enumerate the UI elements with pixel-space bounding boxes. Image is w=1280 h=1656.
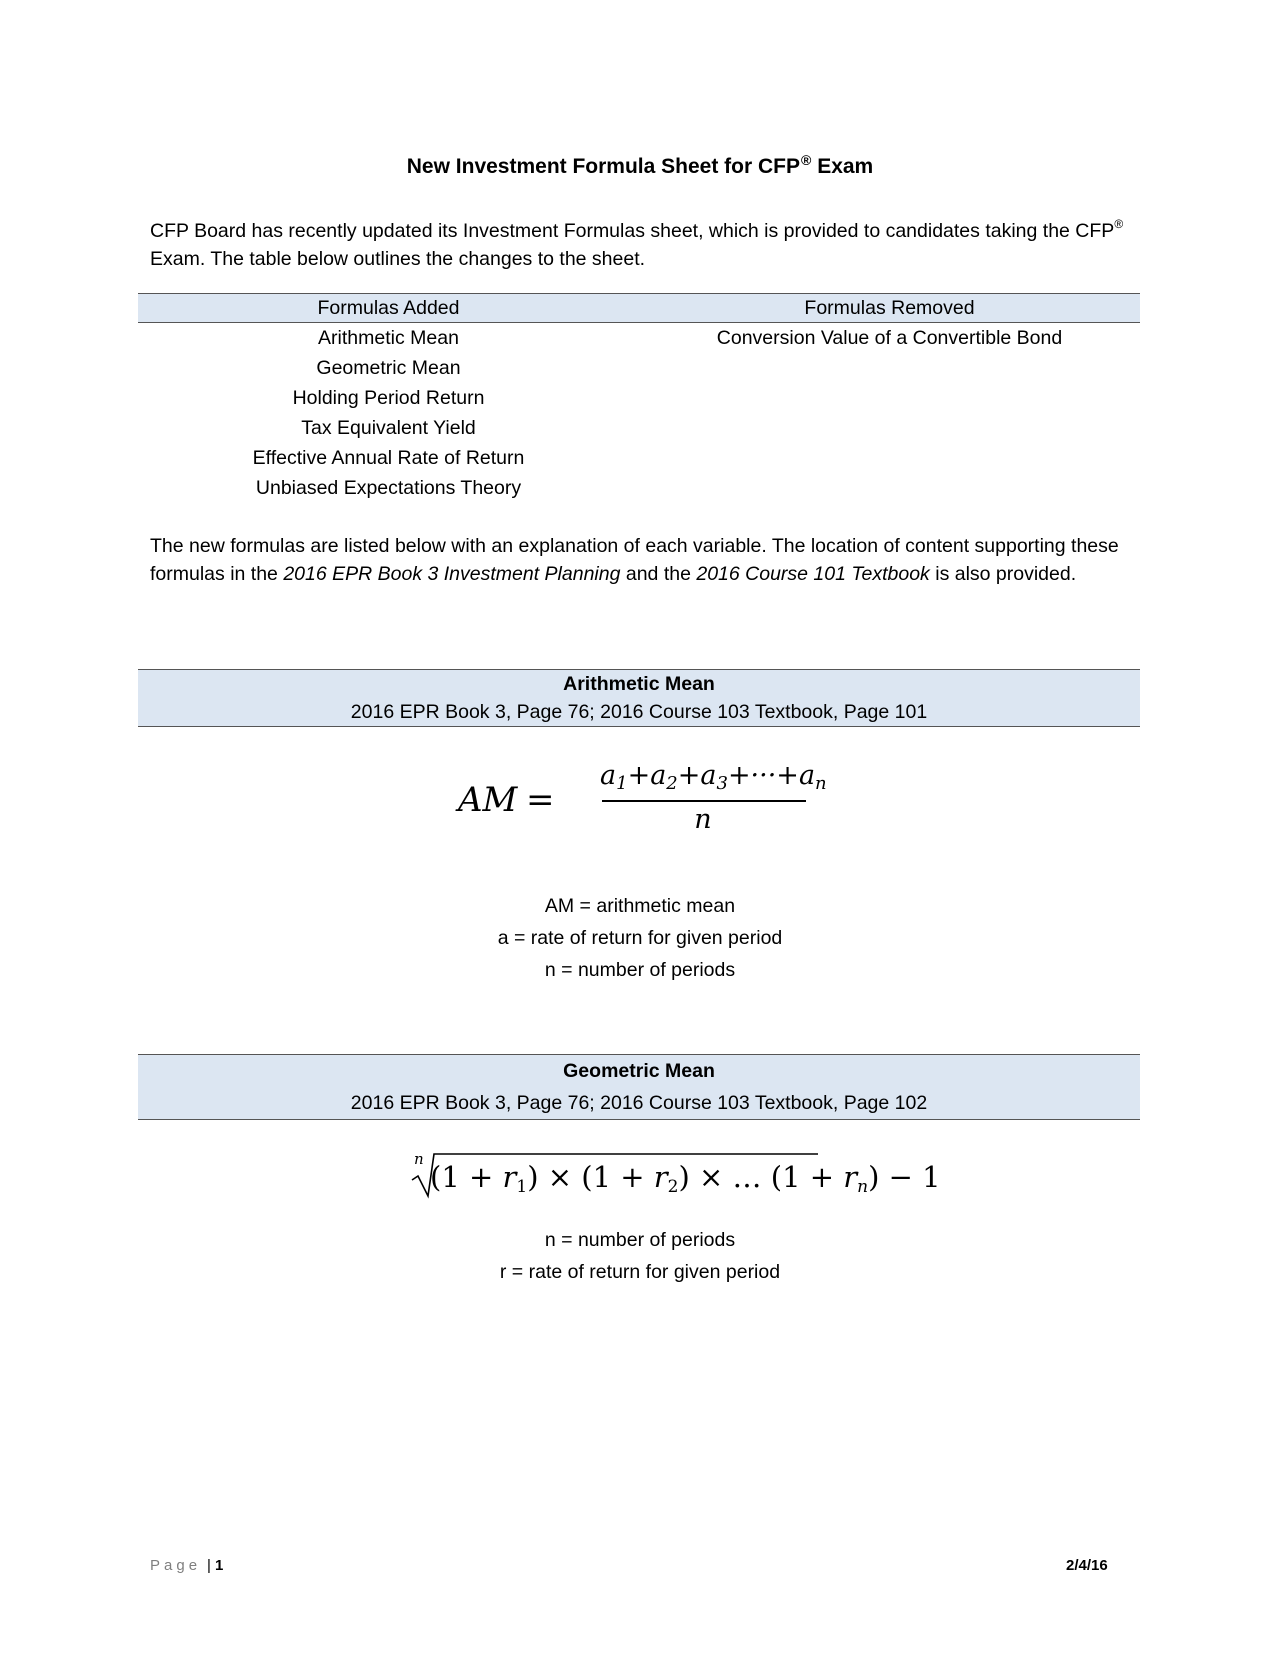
changes-table-header-row [138,294,1140,323]
arithmetic-mean-header [138,669,1140,727]
added-item: Holding Period Return [292,387,485,409]
formula-lhs: AM [458,780,518,820]
formula-numerator: $a_1+a_2+a_3+\cdot\cdot\cdot+a_n$ [600,760,827,794]
added-item: Unbiased Expectations Theory [255,477,522,499]
arithmetic-mean-variables [0,890,1280,986]
added-list [138,323,639,504]
header-formulas-removed: Formulas Removed [639,294,1140,323]
page-title [0,152,1280,179]
variable-line: n = number of periods [544,1229,736,1251]
changes-table-row [138,323,1140,504]
desc-part-2: and the [620,563,697,585]
changes-table [138,293,1140,503]
variable-line: AM = arithmetic mean [544,895,736,917]
intro-text: CFP Board has recently updated its Investment Formulas sheet, which is provided to candidates taking the CFP [150,220,1115,242]
formula-equals: = [526,780,555,820]
root-index: n [414,1150,424,1168]
added-item: Geometric Mean [316,357,461,379]
arithmetic-mean-title: Arithmetic Mean [563,673,715,695]
intro-paragraph [150,210,1170,273]
removed-list [639,323,1140,504]
description-paragraph [150,532,1170,588]
intro-text-2: Exam. The table below outlines the changes to the sheet. [150,248,646,270]
variable-line: r = rate of return for given period [499,1261,781,1283]
formula-denominator: n [694,804,712,835]
arithmetic-mean-reference: 2016 EPR Book 3, Page 76; 2016 Course 103 Textbook, Page 101 [350,701,928,723]
geometric-mean-variables [0,1224,1280,1288]
geometric-mean-title: Geometric Mean [563,1060,715,1082]
desc-part-1: The new formulas are listed below with an explanation of each variable. The location of content supporting these formulas in the [150,535,1119,585]
title-suffix: Exam [817,155,874,178]
desc-course-title: 2016 Course 101 Textbook [696,563,930,585]
geometric-mean-formula [400,1148,941,1204]
page-number: 1 [214,1557,224,1574]
minus-one: − 1 [879,1160,941,1194]
added-item: Tax Equivalent Yield [301,417,476,439]
added-item: Effective Annual Rate of Return [252,447,525,469]
intro-registered-mark: ® [1114,217,1124,231]
footer-date: 2/4/16 [1066,1557,1108,1574]
geometric-mean-header [138,1054,1140,1120]
page-footer-number [150,1557,223,1574]
desc-part-3: is also provided. [929,563,1077,585]
variable-line: a = rate of return for given period [497,927,783,949]
header-formulas-added: Formulas Added [138,294,639,323]
title-text: New Investment Formula Sheet for CFP [406,155,801,178]
desc-book-title: 2016 EPR Book 3 Investment Planning [283,563,621,585]
fraction-bar [602,800,806,802]
registered-mark: ® [801,152,812,168]
variable-line: n = number of periods [544,959,736,981]
geometric-mean-reference: 2016 EPR Book 3, Page 76; 2016 Course 103 Textbook, Page 102 [350,1092,928,1114]
page-label: Page [150,1557,202,1574]
added-item: Arithmetic Mean [318,327,459,349]
root-body: $(1 + r_1) \times (1 + r_2)$ × … $(1 + r_n) - 1$ [430,1160,941,1197]
arithmetic-mean-formula [458,760,827,844]
page-separator: | [207,1557,211,1574]
removed-item: Conversion Value of a Convertible Bond [716,327,1063,349]
